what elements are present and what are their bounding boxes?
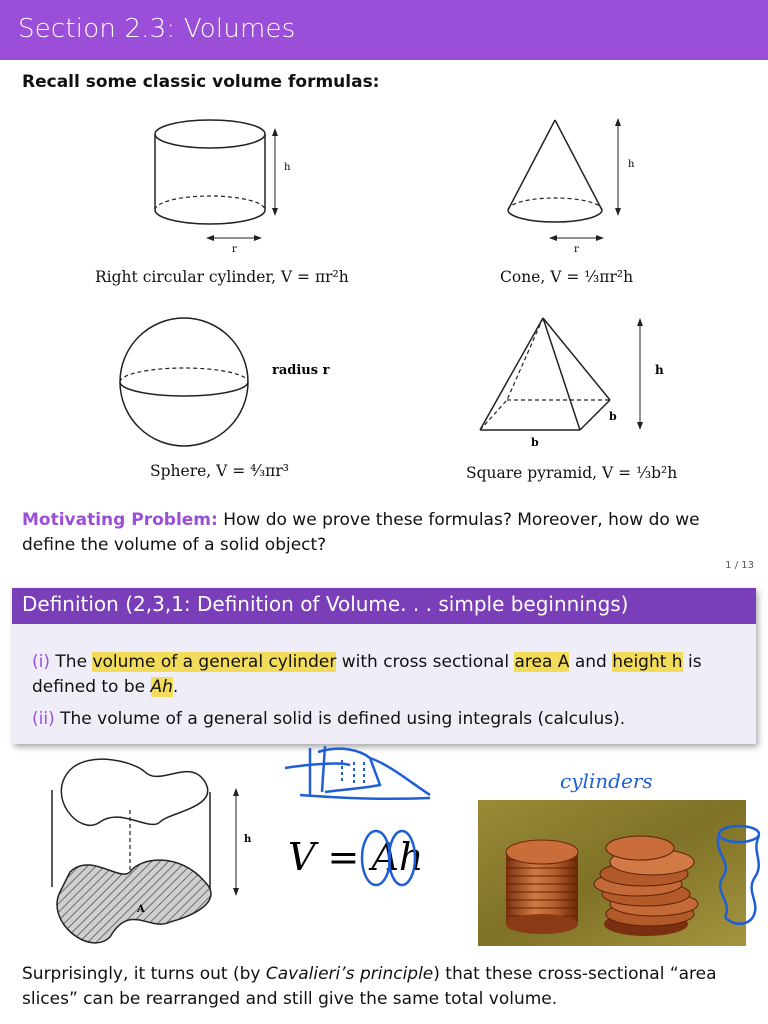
motivating-label: Motivating Problem: <box>22 510 218 530</box>
definition-item-2 <box>32 707 744 732</box>
roman-numeral: (i) <box>32 652 50 672</box>
motivating-text: How do we prove these formulas? Moreover, how do we define the volume of a solid object? <box>22 510 700 555</box>
sphere-caption: Sphere, V = ⁴⁄₃πr³ <box>150 462 289 480</box>
cone-r-label: r <box>574 244 579 255</box>
formula-text: V = Ah <box>288 835 424 879</box>
definition-block <box>12 588 756 744</box>
text: with cross sectional <box>336 652 515 672</box>
text: Surprisingly, it turns out (by <box>22 964 266 984</box>
general-cylinder-figure <box>40 752 270 957</box>
page-title: Section 2.3: Volumes <box>18 14 296 44</box>
cylinder-figure <box>140 112 290 262</box>
intro-text: Recall some classic volume formulas: <box>22 72 380 92</box>
volume-formula <box>288 826 428 886</box>
pyramid-b-bottom-label: b <box>531 436 539 449</box>
definition-header <box>12 588 756 624</box>
header-bar <box>0 0 768 60</box>
cone-h-label: h <box>628 159 635 170</box>
highlight-area: area A <box>514 652 570 672</box>
highlight-ah: Ah <box>150 677 173 697</box>
straight-coin-stack <box>506 840 578 934</box>
sphere-figure <box>118 316 348 456</box>
roman-numeral: (ii) <box>32 709 55 729</box>
text: ) that these cross-sectional “area slices” can be rearranged and still give the same total volume. <box>22 964 717 1009</box>
motivating-problem <box>22 508 752 558</box>
conclusion-text <box>22 962 757 1012</box>
text: The <box>55 652 93 672</box>
pyramid-caption: Square pyramid, V = ⅓b²h <box>466 464 678 482</box>
twisted-stack-sketch <box>705 822 765 932</box>
sphere-radius-label: radius r <box>272 363 330 378</box>
definition-title: Definition (2,3,1: Definition of Volume. . . simple beginnings) <box>22 592 629 616</box>
text: The volume of a general solid is defined using integrals (calculus). <box>60 709 626 729</box>
cone-figure <box>500 112 660 262</box>
cylinder-caption: Right circular cylinder, V = πr²h <box>95 268 349 286</box>
text: . <box>172 677 179 697</box>
definition-item-1 <box>32 650 744 700</box>
cavalieri-emphasis: Cavalieri’s principle <box>265 964 434 984</box>
text: and <box>569 652 613 672</box>
cone-caption: Cone, V = ⅓πr²h <box>500 268 634 286</box>
cylinder-h-label: h <box>284 162 291 173</box>
cylinders-label: cylinders <box>560 769 653 793</box>
handwritten-sketch <box>280 740 440 810</box>
cylinder-r-label: r <box>232 244 237 255</box>
page-number: 1 / 13 <box>725 560 754 571</box>
pyramid-figure <box>475 312 675 462</box>
general-cylinder-a-label: A <box>137 904 145 915</box>
highlight-height: height h <box>612 652 683 672</box>
general-cylinder-h-label: h <box>244 834 252 845</box>
pyramid-b-side-label: b <box>609 410 617 423</box>
text: is defined to be <box>32 652 702 697</box>
highlight-volume-cylinder: volume of a general cylinder <box>92 652 337 672</box>
pyramid-h-label: h <box>655 363 664 377</box>
